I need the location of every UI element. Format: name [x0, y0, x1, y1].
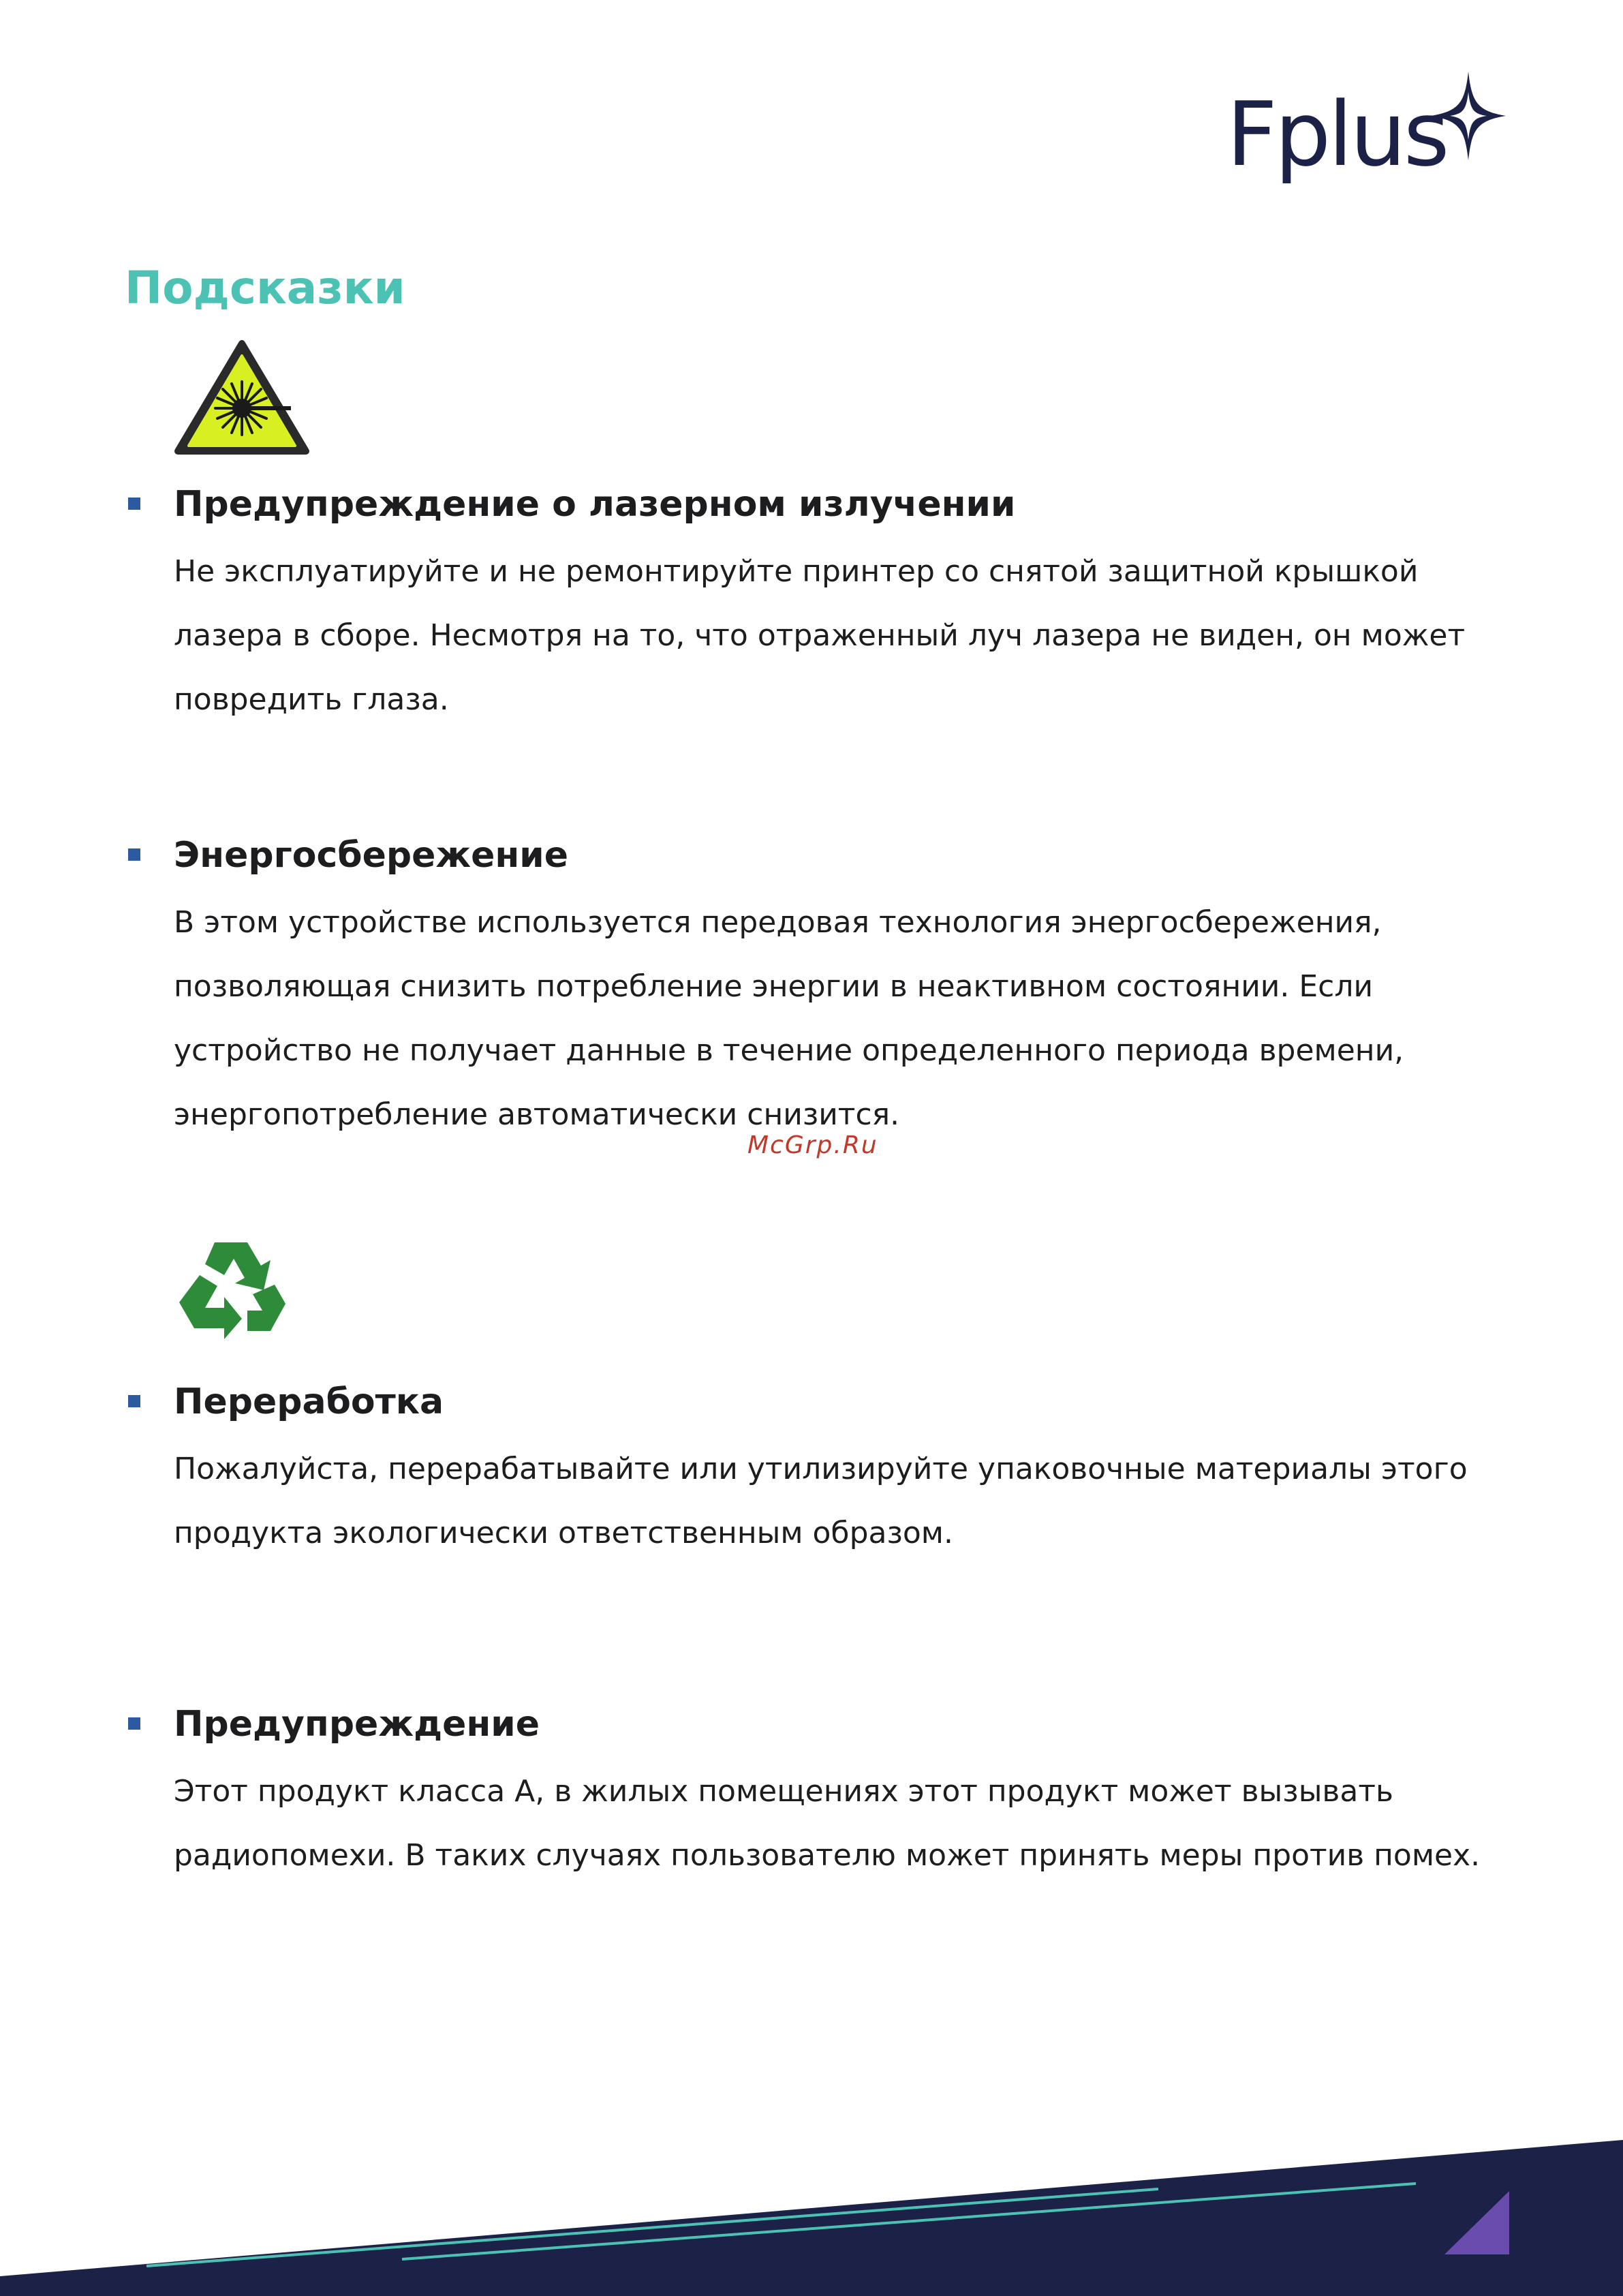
bullet-marker [128, 1717, 140, 1730]
body-line: позволяющая снизить потребление энергии в неактивном состоянии. Если [174, 969, 1374, 1004]
body-line: Не эксплуатируйте и не ремонтируйте принтер со снятой защитной крышкой [174, 554, 1419, 589]
section-body [174, 1760, 1528, 1888]
section-title: Энергосбережение [174, 835, 569, 876]
section-header [125, 477, 1528, 532]
bullet-marker [128, 848, 140, 861]
section-class-a-warning [125, 1697, 1528, 1888]
section-title: Предупреждение о лазерном излучении [174, 484, 1016, 525]
section-header [125, 1375, 1528, 1429]
fplus-logo [1226, 72, 1513, 198]
section-laser-warning [125, 477, 1528, 732]
laser-warning-icon-graphic [174, 339, 310, 455]
recycle-icon-graphic [174, 1237, 290, 1346]
bullet-marker [128, 498, 140, 510]
section-title: Переработка [174, 1381, 444, 1422]
body-line: повредить глаза. [174, 682, 449, 717]
section-body [174, 1437, 1528, 1565]
body-line: продукта экологически ответственным образом. [174, 1516, 953, 1550]
body-line: устройство не получает данные в течение определенного периода времени, [174, 1033, 1404, 1068]
star-icon [1431, 72, 1506, 160]
body-line: Этот продукт класса А, в жилых помещениях этот продукт может вызывать [174, 1774, 1393, 1809]
watermark: McGrp.Ru [747, 1131, 878, 1159]
section-body [174, 891, 1528, 1147]
body-line: лазера в сборе. Несмотря на то, что отраженный луч лазера не виден, он может [174, 618, 1466, 653]
footer-decoration [0, 2133, 1623, 2296]
footer-band [0, 2140, 1623, 2296]
logo-text: Fplus [1226, 82, 1447, 186]
section-header [125, 1697, 1528, 1751]
section-title: Предупреждение [174, 1704, 540, 1745]
body-line: В этом устройстве используется передовая технология энергосбережения, [174, 905, 1382, 940]
recycle-icon [174, 1237, 290, 1346]
section-header [125, 828, 1528, 883]
bullet-marker [128, 1395, 140, 1407]
page-title: Подсказки [125, 262, 405, 314]
laser-warning-icon [174, 339, 310, 455]
section-body [174, 540, 1528, 732]
section-energy-saving [125, 828, 1528, 1147]
body-line: Пожалуйста, перерабатывайте или утилизируйте упаковочные материалы этого [174, 1452, 1468, 1486]
section-recycling [125, 1375, 1528, 1565]
body-line: радиопомехи. В таких случаях пользователю может принять меры против помех. [174, 1838, 1481, 1873]
body-line: энергопотребление автоматически снизится. [174, 1097, 900, 1132]
